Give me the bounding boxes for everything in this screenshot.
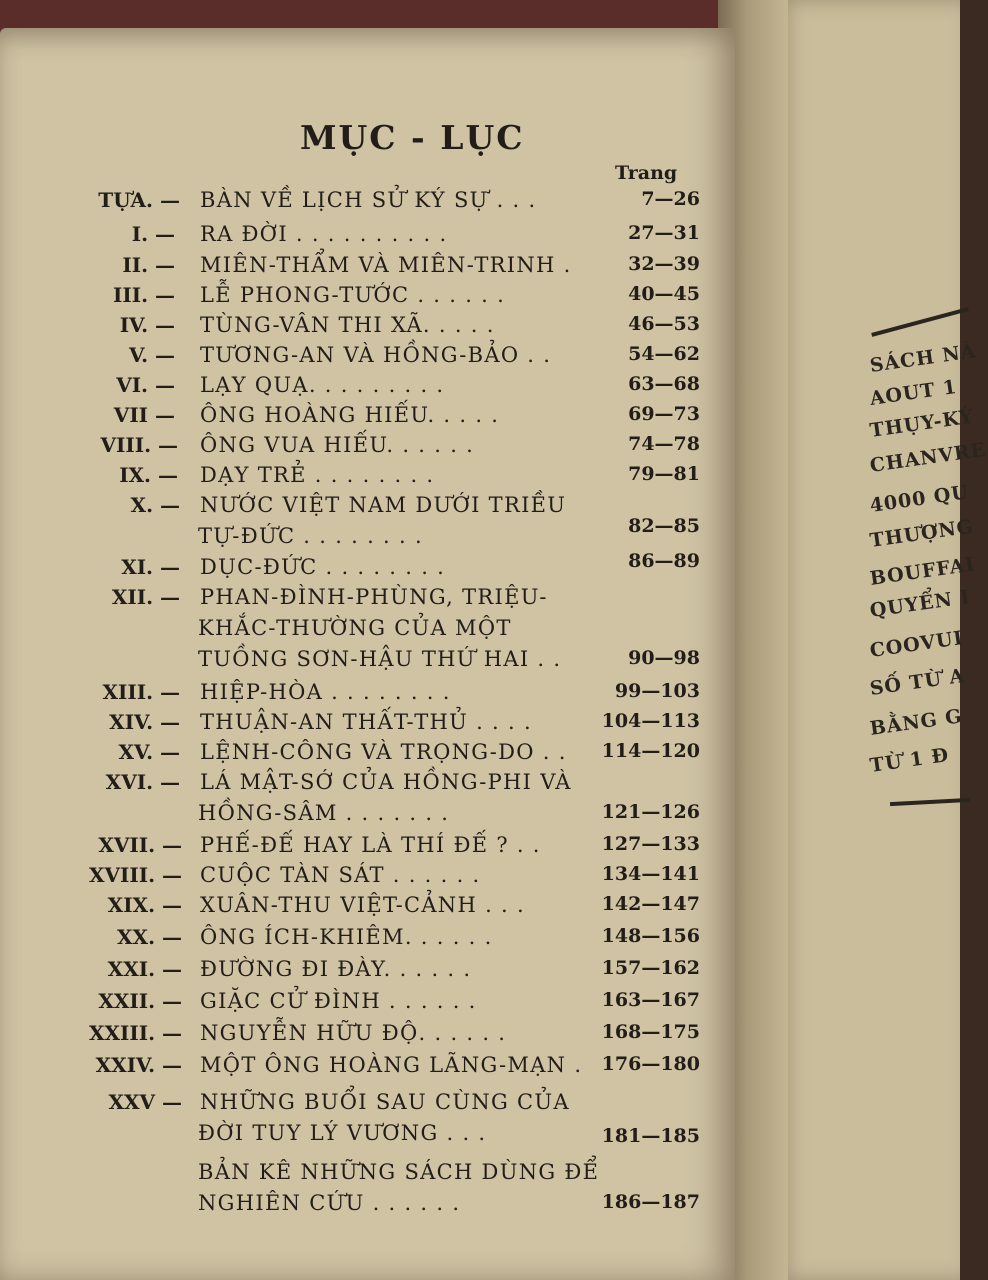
toc-entry-title: LỄ PHONG-TƯỚC . . . . . . <box>200 283 506 307</box>
ornamental-rule-bottom <box>890 798 970 806</box>
toc-entry-title: NƯỚC VIỆT NAM DƯỚI TRIỀU <box>200 493 567 517</box>
toc-entry-number: XX. — <box>117 925 182 949</box>
toc-entry-pages: 104—113 <box>601 710 700 732</box>
toc-entry-pages: 32—39 <box>628 253 700 275</box>
toc-entry-title: TUỒNG SƠN-HẬU THỨ HAI . . <box>198 647 562 671</box>
right-page-text-fragment: BẰNG G <box>868 705 964 740</box>
toc-entry-number: XXI. — <box>107 957 182 981</box>
right-page-text-fragment: CHANVRE <box>868 438 988 477</box>
right-page-text-fragment: SỐ TỪ A <box>868 664 967 700</box>
toc-entry-pages: 142—147 <box>601 893 700 915</box>
toc-entry-pages: 79—81 <box>628 463 700 485</box>
toc-entry-pages: 163—167 <box>601 989 700 1011</box>
toc-entry-number: VI. — <box>116 373 175 397</box>
right-page-text-fragment: THƯỢNG <box>868 515 976 552</box>
right-page-text-fragment: 4000 QU <box>868 481 971 517</box>
toc-entry-pages: 186—187 <box>601 1191 700 1213</box>
toc-entry-pages: 90—98 <box>628 647 700 669</box>
toc-entry-number: XIII. — <box>102 680 180 704</box>
toc-entry-number: TỰA. — <box>98 188 180 212</box>
toc-entry-pages: 46—53 <box>628 313 700 335</box>
toc-entry-number: V. — <box>129 343 175 367</box>
toc-entry-number: XIV. — <box>109 710 180 734</box>
toc-entry-number: XVIII. — <box>88 863 182 887</box>
toc-entry-title: PHAN-ĐÌNH-PHÙNG, TRIỆU- <box>200 585 548 609</box>
toc-entry-pages: 127—133 <box>601 833 700 855</box>
toc-entry-number: X. — <box>130 493 180 517</box>
right-page-text-fragment: AOUT 1 <box>868 375 959 410</box>
toc-entry-title: PHẾ-ĐẾ HAY LÀ THÍ ĐẾ ? . . <box>200 833 541 857</box>
toc-entry-pages: 114—120 <box>601 740 700 762</box>
toc-entry-title: ĐỜI TUY LÝ VƯƠNG . . . <box>198 1121 487 1145</box>
toc-entry-pages: 134—141 <box>601 863 700 885</box>
toc-entry-number: XVI. — <box>105 770 180 794</box>
toc-entry-number: XXIII. — <box>88 1021 182 1045</box>
toc-entry-pages: 148—156 <box>601 925 700 947</box>
toc-entry-number: IV. — <box>119 313 175 337</box>
toc-entry-title: LÁ MẬT-SỚ CỦA HỒNG-PHI VÀ <box>200 770 572 794</box>
toc-entry-title: HỒNG-SÂM . . . . . . . <box>198 801 450 825</box>
toc-entry-pages: 99—103 <box>614 680 700 702</box>
toc-entry-number: XXII. — <box>98 989 182 1013</box>
toc-entry-title: GIẶC CỬ ĐÌNH . . . . . . <box>200 989 477 1013</box>
toc-entry-number: XIX. — <box>107 893 182 917</box>
toc-entry-title: MỘT ÔNG HOÀNG LÃNG-MẠN . <box>200 1053 583 1077</box>
toc-entry-pages: 86—89 <box>628 550 700 572</box>
toc-entry-number: VIII. — <box>100 433 178 457</box>
toc-entry-title: NHỮNG BUỔI SAU CÙNG CỦA <box>200 1090 570 1114</box>
right-page-text-fragment: COOVUI <box>868 627 965 662</box>
toc-entry-title: DỤC-ĐỨC . . . . . . . . <box>200 555 446 579</box>
ornamental-rule-top <box>871 307 969 337</box>
toc-entry-title: TÙNG-VÂN THI XÃ. . . . . <box>200 313 495 337</box>
toc-entry-pages: 74—78 <box>628 433 700 455</box>
right-page-text-fragment: THỤY-KÝ <box>868 405 976 442</box>
toc-entry-title: ÔNG VUA HIẾU. . . . . . <box>200 433 475 457</box>
toc-entry-title: ĐƯỜNG ĐI ĐÀY. . . . . . <box>200 957 472 981</box>
toc-entry-title: DẠY TRẺ . . . . . . . . <box>200 463 435 487</box>
toc-entry-number: XI. — <box>121 555 180 579</box>
toc-entry-number: I. — <box>131 222 175 246</box>
toc-entry-pages: 181—185 <box>601 1125 700 1147</box>
toc-entry-pages: 82—85 <box>628 515 700 537</box>
toc-entry-title: LẠY QUẠ. . . . . . . . . <box>200 373 445 397</box>
toc-entry-number: III. — <box>113 283 175 307</box>
toc-entry-title: ÔNG HOÀNG HIẾU. . . . . <box>200 403 500 427</box>
page-title: MỤC - LỤC <box>300 118 525 157</box>
toc-entry-title: KHẮC-THƯỜNG CỦA MỘT <box>198 616 512 640</box>
right-page-text-fragment: TỪ 1 Đ <box>868 744 951 777</box>
toc-entry-title: LỆNH-CÔNG VÀ TRỌNG-DO . . <box>200 740 567 764</box>
toc-entry-pages: 69—73 <box>628 403 700 425</box>
toc-entry-number: XXIV. — <box>95 1053 182 1077</box>
toc-entry-pages: 27—31 <box>628 222 700 244</box>
toc-entry-title: RA ĐỜI . . . . . . . . . . <box>200 222 448 246</box>
toc-entry-pages: 176—180 <box>601 1053 700 1075</box>
toc-entry-number: XII. — <box>111 585 180 609</box>
toc-entry-title: NGHIÊN CỨU . . . . . . <box>198 1191 461 1215</box>
toc-entry-number: IX. — <box>119 463 178 487</box>
toc-entry-title: BÀN VỀ LỊCH SỬ KÝ SỰ . . . <box>200 188 537 212</box>
toc-entry-pages: 54—62 <box>628 343 700 365</box>
right-page-text-fragment: QUYỂN I <box>868 586 972 622</box>
right-page-text-fragment: BOUFFAI <box>868 553 977 590</box>
toc-entry-number: VII — <box>113 403 175 427</box>
toc-entry-title: MIÊN-THẨM VÀ MIÊN-TRINH . <box>200 253 572 277</box>
toc-entry-title: NGUYỄN HỮU ĐỘ. . . . . . <box>200 1021 507 1045</box>
toc-entry-pages: 63—68 <box>628 373 700 395</box>
toc-entry-title: TƯƠNG-AN VÀ HỒNG-BẢO . . <box>200 343 552 367</box>
toc-entry-pages: 168—175 <box>601 1021 700 1043</box>
toc-entry-number: XXV — <box>108 1090 182 1114</box>
page-column-header: Trang <box>615 162 678 184</box>
right-page-text-fragment: SÁCH NÀ <box>868 340 978 377</box>
toc-entry-number: XVII. — <box>98 833 182 857</box>
toc-entry-title: CUỘC TÀN SÁT . . . . . . <box>200 863 481 887</box>
toc-entry-number: XV. — <box>118 740 180 764</box>
right-page <box>775 0 988 1280</box>
toc-entry-title: TỰ-ĐỨC . . . . . . . . <box>198 524 423 548</box>
toc-entry-pages: 40—45 <box>628 283 700 305</box>
toc-entry-pages: 7—26 <box>641 188 700 210</box>
toc-entry-title: HIỆP-HÒA . . . . . . . . <box>200 680 451 704</box>
toc-entry-title: XUÂN-THU VIỆT-CẢNH . . . <box>200 893 525 917</box>
toc-entry-title: ÔNG ÍCH-KHIÊM. . . . . . <box>200 925 493 949</box>
toc-entry-title: THUẬN-AN THẤT-THỦ . . . . <box>200 710 532 734</box>
toc-entry-title: BẢN KÊ NHỮNG SÁCH DÙNG ĐỂ <box>198 1160 600 1184</box>
toc-entry-pages: 157—162 <box>601 957 700 979</box>
toc-entry-pages: 121—126 <box>601 801 700 823</box>
toc-entry-number: II. — <box>122 253 175 277</box>
